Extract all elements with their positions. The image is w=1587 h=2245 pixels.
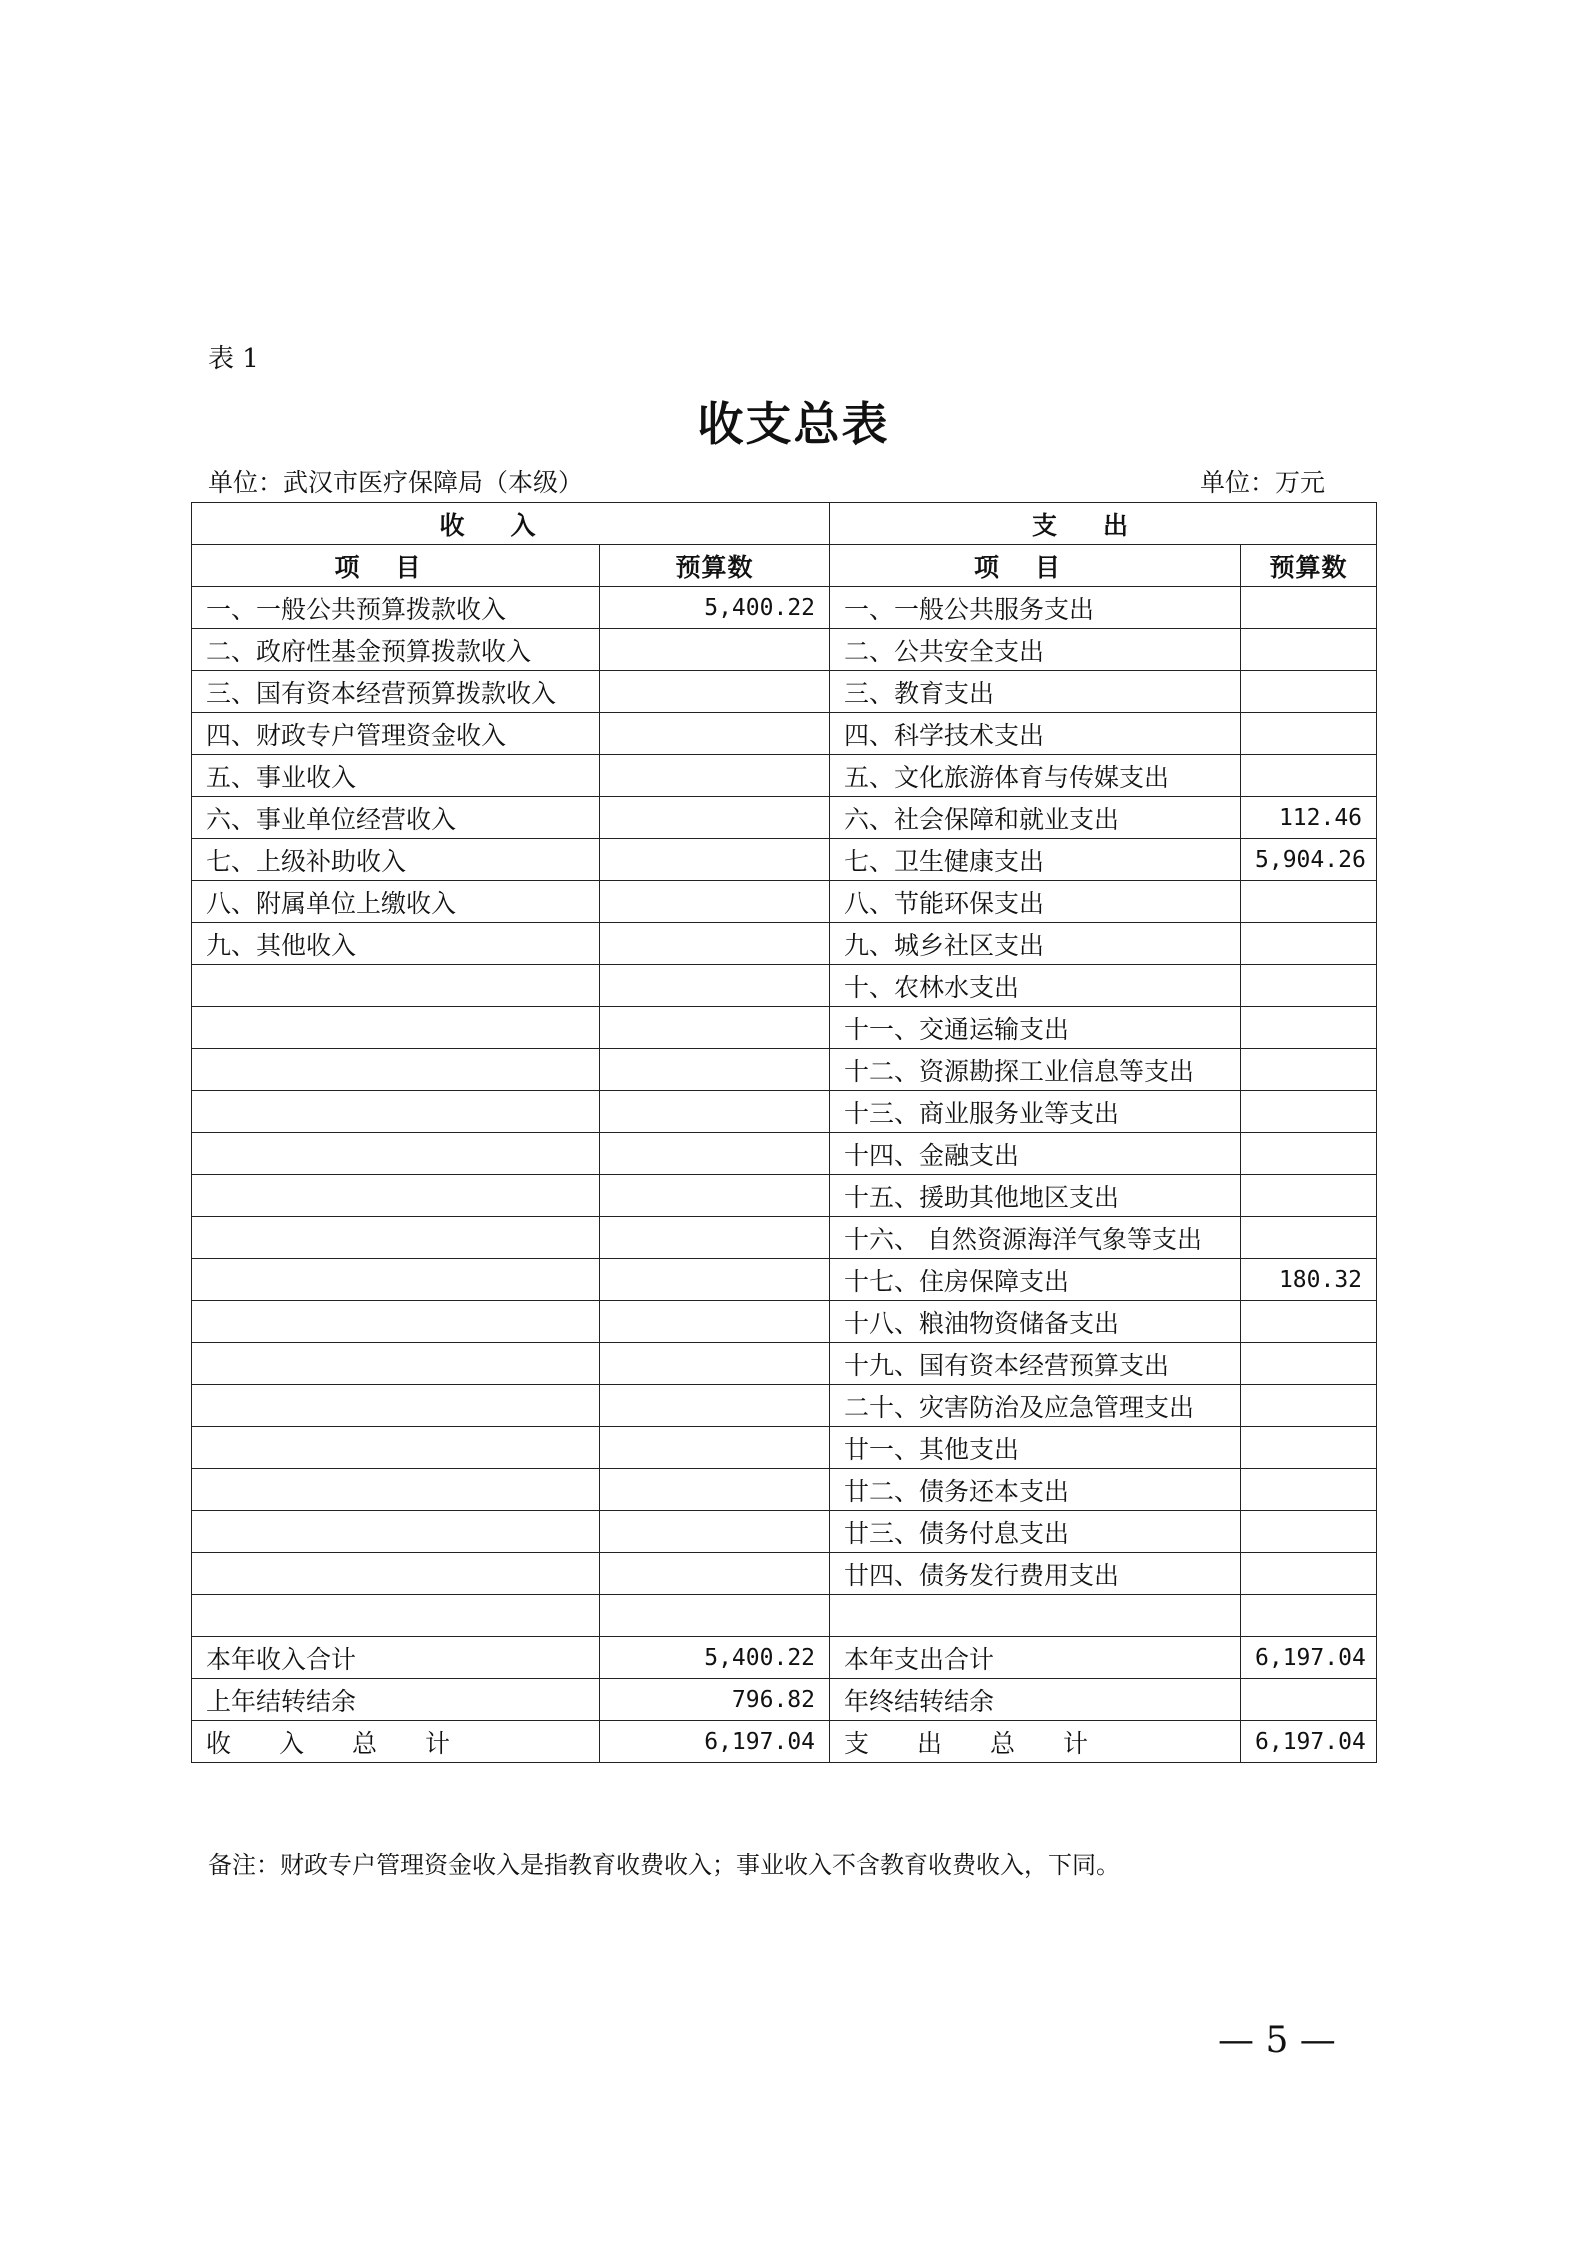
expense-value-cell [1241,1217,1377,1259]
budget-table [191,502,1377,1763]
income-item-cell: 八、附属单位上缴收入 [192,881,600,923]
table-row [192,1007,1377,1049]
income-item-cell [192,1133,600,1175]
table-body [192,587,1377,1763]
table-column-header-row [192,545,1377,587]
income-item-cell [192,1595,600,1637]
table-row [192,839,1377,881]
expense-item-cell: 三、教育支出 [830,671,1241,713]
income-value-cell [600,797,830,839]
expense-item-cell: 十四、金融支出 [830,1133,1241,1175]
expense-item-cell: 本年支出合计 [830,1637,1241,1679]
income-value-cell [600,839,830,881]
expense-item-cell: 六、社会保障和就业支出 [830,797,1241,839]
expense-value-cell [1241,1595,1377,1637]
income-value-cell [600,1049,830,1091]
table-row [192,1385,1377,1427]
page-title: 收支总表 [697,397,890,451]
unit-organization: 单位：武汉市医疗保障局（本级） [208,468,584,497]
expense-item-cell: 廿四、债务发行费用支出 [830,1553,1241,1595]
table-row [192,1049,1377,1091]
income-item-cell: 七、上级补助收入 [192,839,600,881]
expense-value-cell: 112.46 [1241,797,1377,839]
table-row [192,1721,1377,1763]
table-row [192,1427,1377,1469]
table-section-header-row [192,503,1377,545]
income-item-cell: 九、其他收入 [192,923,600,965]
expense-section-header: 支出 [830,503,1377,545]
income-item-cell [192,1385,600,1427]
table-row [192,629,1377,671]
income-item-cell [192,1553,600,1595]
income-item-cell [192,1259,600,1301]
expense-value-cell [1241,1175,1377,1217]
table-row [192,923,1377,965]
table-row [192,1259,1377,1301]
income-value-cell [600,923,830,965]
unit-currency: 单位：万元 [1200,468,1326,497]
income-value-cell [600,1301,830,1343]
expense-item-cell: 十七、住房保障支出 [830,1259,1241,1301]
table-row [192,797,1377,839]
expense-value-cell [1241,1301,1377,1343]
expense-value-cell [1241,1385,1377,1427]
expense-item-cell: 二、公共安全支出 [830,629,1241,671]
income-value-cell [600,1469,830,1511]
income-value-cell [600,1553,830,1595]
expense-item-cell: 支出总计 [830,1721,1241,1763]
income-value-cell [600,1595,830,1637]
income-item-cell: 一、一般公共预算拨款收入 [192,587,600,629]
income-item-cell: 四、财政专户管理资金收入 [192,713,600,755]
table-row [192,755,1377,797]
income-section-header: 收入 [192,503,830,545]
income-value-cell [600,965,830,1007]
expense-value-cell [1241,1133,1377,1175]
income-item-header: 项目 [192,545,600,587]
income-value-cell [600,629,830,671]
table-row [192,1217,1377,1259]
expense-item-cell: 十二、资源勘探工业信息等支出 [830,1049,1241,1091]
expense-item-cell: 十八、粮油物资储备支出 [830,1301,1241,1343]
expense-value-cell: 180.32 [1241,1259,1377,1301]
income-item-cell [192,1217,600,1259]
table-row [192,1091,1377,1133]
income-value-cell: 5,400.22 [600,587,830,629]
expense-value-cell [1241,965,1377,1007]
income-item-cell: 二、政府性基金预算拨款收入 [192,629,600,671]
expense-value-cell [1241,881,1377,923]
table-row [192,1553,1377,1595]
expense-item-cell: 十五、援助其他地区支出 [830,1175,1241,1217]
page-number: — 5 — [1218,2020,1336,2061]
footnote: 备注：财政专户管理资金收入是指教育收费收入；事业收入不含教育收费收入，下同。 [208,1851,1120,1879]
expense-value-cell [1241,671,1377,713]
income-value-cell [600,881,830,923]
expense-value-cell [1241,1679,1377,1721]
income-value-cell [600,755,830,797]
expense-item-cell: 十六、 自然资源海洋气象等支出 [830,1217,1241,1259]
income-value-cell: 5,400.22 [600,1637,830,1679]
table-row [192,1595,1377,1637]
income-value-cell [600,1217,830,1259]
expense-item-cell [830,1595,1241,1637]
income-value-cell [600,1007,830,1049]
expense-value-cell [1241,713,1377,755]
income-value-cell [600,1511,830,1553]
income-item-cell [192,1511,600,1553]
income-value-cell: 796.82 [600,1679,830,1721]
expense-value-cell [1241,923,1377,965]
expense-item-cell: 廿三、债务付息支出 [830,1511,1241,1553]
table-row [192,1133,1377,1175]
table-row [192,587,1377,629]
income-value-cell [600,1259,830,1301]
expense-item-cell: 十三、商业服务业等支出 [830,1091,1241,1133]
expense-item-cell: 四、科学技术支出 [830,713,1241,755]
income-budget-header: 预算数 [600,545,830,587]
income-value-cell [600,1427,830,1469]
expense-item-header: 项目 [830,545,1241,587]
expense-value-cell [1241,1343,1377,1385]
table-row [192,1679,1377,1721]
income-item-cell: 上年结转结余 [192,1679,600,1721]
income-value-cell [600,713,830,755]
expense-value-cell [1241,1007,1377,1049]
expense-value-cell [1241,755,1377,797]
expense-item-cell: 七、卫生健康支出 [830,839,1241,881]
table-row [192,1637,1377,1679]
expense-item-cell: 十、农林水支出 [830,965,1241,1007]
income-item-cell [192,1175,600,1217]
expense-value-cell [1241,1553,1377,1595]
income-item-cell [192,1091,600,1133]
table-row [192,1175,1377,1217]
expense-item-cell: 八、节能环保支出 [830,881,1241,923]
income-item-cell: 收入总计 [192,1721,600,1763]
income-item-cell: 五、事业收入 [192,755,600,797]
expense-value-cell [1241,1049,1377,1091]
income-item-cell: 六、事业单位经营收入 [192,797,600,839]
income-item-cell [192,965,600,1007]
income-value-cell: 6,197.04 [600,1721,830,1763]
expense-value-cell: 5,904.26 [1241,839,1377,881]
income-value-cell [600,1175,830,1217]
income-value-cell [600,1385,830,1427]
expense-item-cell: 年终结转结余 [830,1679,1241,1721]
income-value-cell [600,1133,830,1175]
expense-value-cell [1241,1511,1377,1553]
table-row [192,965,1377,1007]
expense-value-cell [1241,1427,1377,1469]
income-value-cell [600,1343,830,1385]
expense-item-cell: 二十、灾害防治及应急管理支出 [830,1385,1241,1427]
income-item-cell [192,1301,600,1343]
expense-value-cell: 6,197.04 [1241,1721,1377,1763]
expense-value-cell [1241,587,1377,629]
income-item-cell [192,1343,600,1385]
expense-value-cell [1241,1091,1377,1133]
income-item-cell [192,1427,600,1469]
expense-item-cell: 五、文化旅游体育与传媒支出 [830,755,1241,797]
income-item-cell [192,1007,600,1049]
income-item-cell [192,1469,600,1511]
expense-item-cell: 十一、交通运输支出 [830,1007,1241,1049]
expense-item-cell: 九、城乡社区支出 [830,923,1241,965]
table-label: 表 1 [208,344,259,374]
table-row [192,1301,1377,1343]
income-item-cell: 三、国有资本经营预算拨款收入 [192,671,600,713]
expense-value-cell [1241,629,1377,671]
table-row [192,1469,1377,1511]
table-row [192,713,1377,755]
income-value-cell [600,1091,830,1133]
income-item-cell: 本年收入合计 [192,1637,600,1679]
income-value-cell [600,671,830,713]
income-item-cell [192,1049,600,1091]
expense-item-cell: 一、一般公共服务支出 [830,587,1241,629]
expense-item-cell: 十九、国有资本经营预算支出 [830,1343,1241,1385]
table-row [192,671,1377,713]
expense-value-cell: 6,197.04 [1241,1637,1377,1679]
table-row [192,1343,1377,1385]
expense-value-cell [1241,1469,1377,1511]
table-row [192,1511,1377,1553]
expense-item-cell: 廿二、债务还本支出 [830,1469,1241,1511]
table-row [192,881,1377,923]
expense-item-cell: 廿一、其他支出 [830,1427,1241,1469]
expense-budget-header: 预算数 [1241,545,1377,587]
